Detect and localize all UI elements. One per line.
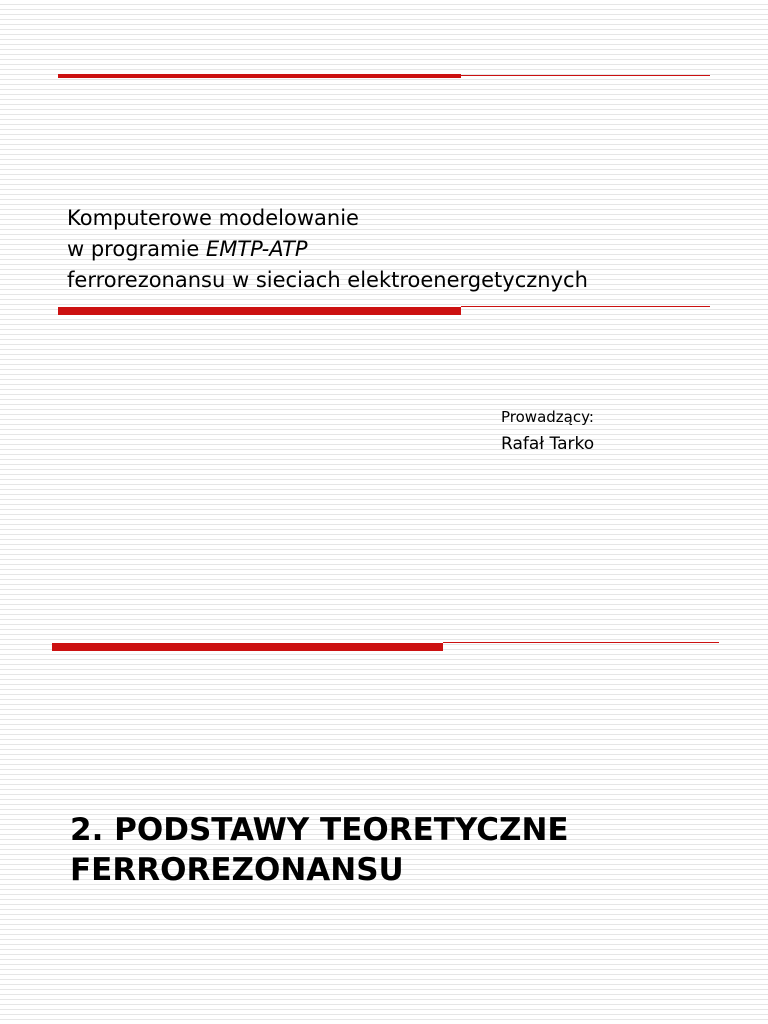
section-rule-thick	[52, 643, 443, 651]
slide-title	[67, 203, 588, 296]
author-block	[501, 406, 594, 457]
title-line-2-emphasis: EMTP-ATP	[205, 237, 308, 261]
top-rule-thick	[58, 74, 461, 78]
title-line-1: Komputerowe modelowanie	[67, 206, 359, 230]
author-name: Rafał Tarko	[501, 434, 595, 454]
author-label: Prowadzący:	[501, 408, 594, 426]
chapter-title-line-2: FERROREZONANSU	[70, 852, 404, 888]
bottom-rule-thick	[58, 307, 461, 315]
chapter-title	[70, 810, 569, 890]
bottom-rule-thin	[461, 306, 710, 307]
top-rule-thin	[461, 75, 710, 76]
chapter-title-line-1: 2. PODSTAWY TEORETYCZNE	[70, 812, 569, 848]
section-rule-thin	[443, 642, 719, 643]
title-line-2-prefix: w programie	[67, 237, 206, 261]
title-line-3: ferrorezonansu w sieciach elektroenergetycznych	[67, 268, 588, 292]
title-line-2	[67, 234, 588, 265]
